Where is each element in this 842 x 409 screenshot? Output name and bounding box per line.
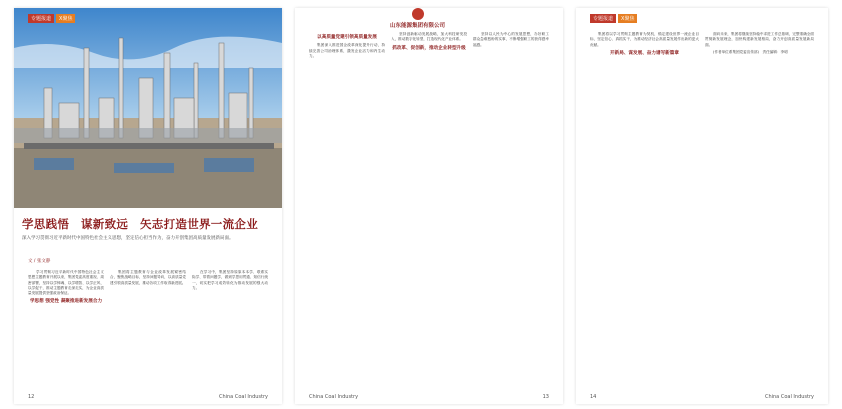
article-columns-p13 [309, 32, 549, 382]
section-heading: 学思想 强党性 凝聚推进新发展合力 [29, 299, 103, 305]
page-13 [295, 8, 563, 404]
page-number: 13 [542, 394, 549, 400]
section-tags [590, 14, 637, 23]
section-heading: 抓改革、促创新，推动企业转型升级 [392, 45, 466, 51]
page-subtitle: 深入学习贯彻习近平新时代中国特色社会主义思想，坚定信心担当作为，奋力开创集团高质量发展新局面。 [22, 236, 234, 241]
page-footer [590, 394, 814, 400]
article-columns-p14 [590, 32, 814, 382]
section-tags [28, 14, 75, 23]
headline-block [22, 216, 274, 242]
article-column [28, 270, 104, 386]
paragraph: 坚持创新驱动发展战略，加大科技研发投入，推动数字化转型，打造现代化产业体系。 [391, 32, 467, 42]
article-column [110, 270, 186, 386]
page-number: 12 [28, 394, 35, 400]
paragraph: 集团将以学习贯彻主题教育为契机，锚定建设世界一流企业目标，坚定信心、真抓实干，为推动经济社会高质量发展作出新的更大贡献。 [590, 32, 699, 47]
article-column [192, 270, 268, 386]
section-tag-special: 专题报道 [28, 14, 54, 23]
magazine-name: China Coal Industry [764, 394, 814, 400]
article-column [705, 32, 814, 382]
section-heading: 开新局、谋发展、奋力谱写新篇章 [610, 50, 679, 56]
article-column [391, 32, 467, 382]
article-columns-p12 [28, 270, 268, 386]
company-name: 山东能源集团有限公司 [390, 23, 446, 29]
paragraph: 学习贯彻习近平新时代中国特色社会主义思想主题教育开展以来，集团党委高度重视、周密部署，坚持以学铸魂、以学增智、以学正风、以学促干，推动主题教育走深走实，为企业高质量发展提供坚强政治保证。 [28, 270, 104, 296]
article-column [590, 32, 699, 382]
paragraph: 面向未来，集团将继续坚持稳中求进工作总基调，完整准确全面贯彻新发展理念，加快构建新发展格局，奋力开创高质量发展新局面。 [705, 32, 814, 47]
article-column [309, 32, 385, 382]
page-12 [14, 8, 282, 404]
industrial-plant-photo [14, 8, 282, 208]
section-tag-focus: X聚焦 [618, 14, 637, 23]
section-tag-focus: X聚焦 [56, 14, 75, 23]
magazine-name: China Coal Industry [309, 394, 359, 400]
page-number: 14 [590, 394, 597, 400]
page-14 [576, 8, 828, 404]
company-logo [390, 8, 445, 29]
editor-credit: (作者单位系集团党委宣传部) 责任编辑：李明 [713, 49, 788, 54]
byline: 文 / 张文静 [28, 259, 51, 264]
page-footer [28, 394, 268, 400]
article-column [473, 32, 549, 382]
logo-mark-icon [412, 8, 424, 20]
page-footer [309, 394, 549, 400]
paragraph: 集团将主题教育与企业改革发展紧密结合，聚焦战略目标，坚持问题导向，以高质量党建引领高质量发展，推动各项工作取得新进展。 [110, 270, 186, 285]
page-title: 学思践悟 谋新致远 矢志打造世界一流企业 [22, 217, 258, 231]
section-tag-special: 专题报道 [590, 14, 616, 23]
paragraph: 坚持以人民为中心的发展思想，办好职工群众急难愁盼的实事，不断增强职工的获得感幸福感。 [473, 32, 549, 47]
section-heading: 以高质量党建引领高质量发展 [317, 35, 377, 40]
paragraph: 集团深入推进国企改革深化提升行动，持续完善公司治理体系，激发企业活力和内生动力。 [309, 43, 385, 58]
paragraph: 在学习中，集团坚持原原本本学、联系实际学、带着问题学，做到学思用贯通、知信行统一，切实把学习成效转化为推动发展的强大动力。 [192, 270, 268, 290]
magazine-name: China Coal Industry [218, 394, 268, 400]
